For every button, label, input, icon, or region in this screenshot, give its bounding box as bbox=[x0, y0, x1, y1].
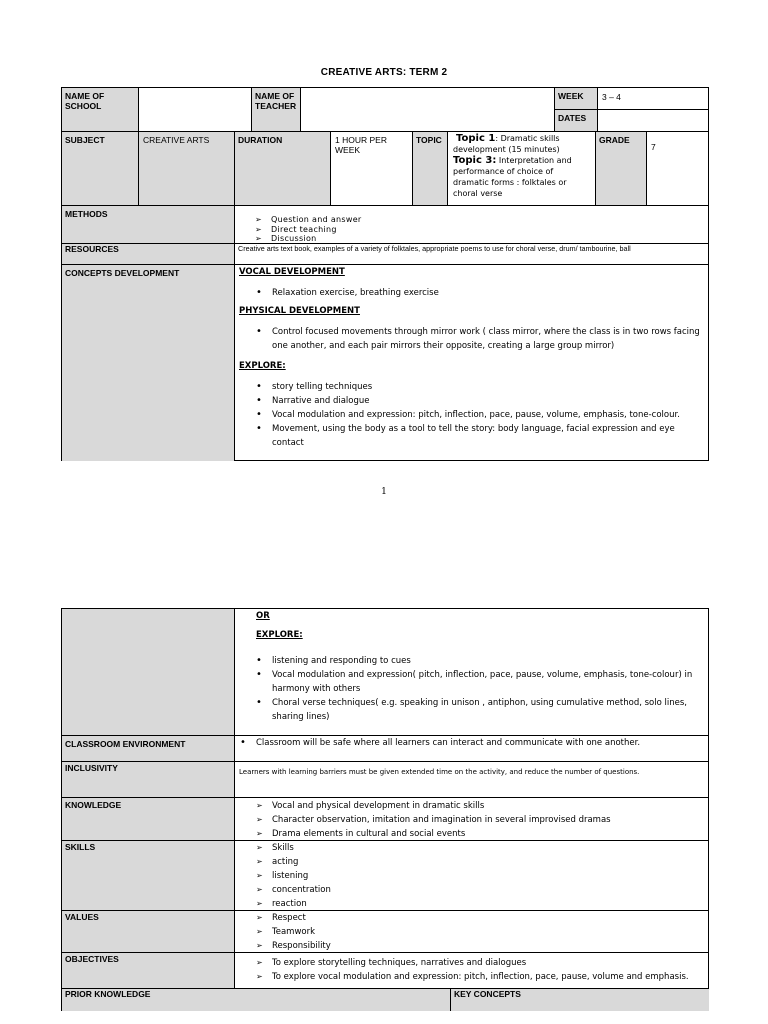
week-label: WEEK bbox=[558, 91, 584, 101]
physical-list bbox=[239, 325, 705, 353]
list-item: • Narrative and dialogue bbox=[239, 394, 705, 408]
concepts-content bbox=[239, 267, 705, 450]
topic3-text: Interpretation and performance of choice of dramatic forms : folktales or choral verse bbox=[453, 156, 572, 198]
list-item: ➢ concentration bbox=[256, 883, 331, 897]
methods-content-cell bbox=[235, 206, 709, 244]
resources-content-cell bbox=[235, 244, 709, 265]
list-item: • Vocal modulation and expression: pitch, inflection, pace, pause, volume, emphasis, tone-colour. bbox=[239, 408, 705, 422]
values-list bbox=[256, 911, 331, 953]
dates-label: DATES bbox=[558, 113, 587, 123]
physical-development-heading: PHYSICAL DEVELOPMENT bbox=[239, 306, 360, 316]
duration-value: 1 HOUR PER WEEK bbox=[335, 135, 387, 155]
resources-label-cell bbox=[62, 244, 235, 265]
list-item: ➢ acting bbox=[256, 855, 331, 869]
list-item: • Choral verse techniques( e.g. speaking in unison , antiphon, using cumulative method, solo lines, sharing lines) bbox=[239, 696, 705, 724]
topic-text bbox=[448, 132, 595, 199]
prior-knowledge-label: PRIOR KNOWLEDGE bbox=[65, 989, 151, 999]
list-item: ➢ Direct teaching bbox=[255, 225, 362, 235]
skills-label-cell bbox=[62, 841, 235, 911]
objectives-label: OBJECTIVES bbox=[65, 954, 119, 964]
continued-content bbox=[256, 611, 706, 640]
name-of-teacher-label: NAME OF TEACHER bbox=[255, 91, 297, 111]
week-value: 3 – 4 bbox=[602, 92, 621, 102]
skills-content-cell bbox=[235, 841, 709, 911]
list-item: • listening and responding to cues bbox=[239, 654, 705, 668]
subject-value: CREATIVE ARTS bbox=[143, 135, 210, 145]
classroom-environment-label-cell bbox=[62, 736, 235, 762]
list-item: ➢ Skills bbox=[256, 841, 331, 855]
skills-label: SKILLS bbox=[65, 842, 96, 852]
objectives-list bbox=[256, 956, 689, 984]
values-content-cell bbox=[235, 911, 709, 953]
dates-label-cell bbox=[555, 110, 598, 132]
list-item: ➢ Responsibility bbox=[256, 939, 331, 953]
grade-label: GRADE bbox=[599, 135, 630, 145]
inclusivity-label-cell bbox=[62, 762, 235, 798]
list-item: ➢ listening bbox=[256, 869, 331, 883]
knowledge-label-cell bbox=[62, 798, 235, 841]
explore-heading: EXPLORE: bbox=[239, 361, 286, 371]
duration-label-cell bbox=[235, 132, 331, 206]
topic-value-cell bbox=[448, 132, 596, 206]
list-item: • Control focused movements through mirror work ( class mirror, where the class is in two rows facing one another, and each pair mirrors their opposite, creating a large group mirror) bbox=[239, 325, 705, 353]
grade-value-cell bbox=[647, 132, 709, 206]
list-item: ➢ To explore vocal modulation and expression: pitch, inflection, pace, pause, volume and emphasis. bbox=[256, 970, 689, 984]
methods-label-cell bbox=[62, 206, 235, 244]
list-item: ➢ reaction bbox=[256, 897, 331, 911]
list-item: • Movement, using the body as a tool to tell the story: body language, facial expression and eye contact bbox=[239, 422, 705, 450]
list-item: • story telling techniques bbox=[239, 380, 705, 394]
key-concepts-label-cell bbox=[451, 989, 709, 1011]
methods-list bbox=[255, 215, 362, 244]
objectives-content-cell bbox=[235, 953, 709, 989]
topic1-label: Topic 1 bbox=[456, 133, 496, 144]
grade-value: 7 bbox=[651, 142, 656, 152]
concepts-label-cell bbox=[62, 265, 235, 461]
list-item: ➢ Discussion bbox=[255, 234, 362, 244]
continued-label-cell bbox=[62, 609, 235, 736]
topic-label: TOPIC bbox=[416, 135, 442, 145]
key-concepts-label: KEY CONCEPTS bbox=[454, 989, 521, 999]
duration-label: DURATION bbox=[238, 135, 283, 145]
name-of-school-label-cell bbox=[62, 88, 139, 132]
vocal-development-heading: VOCAL DEVELOPMENT bbox=[239, 267, 345, 277]
resources-text: Creative arts text book, examples of a variety of folktales, appropriate poems to use for choral verse, drum/ tambourine, ball bbox=[238, 244, 631, 253]
classroom-environment-list bbox=[235, 736, 703, 750]
classroom-environment-content-cell bbox=[235, 736, 709, 762]
list-item: ➢ Drama elements in cultural and social events bbox=[256, 827, 611, 841]
name-of-school-label: NAME OF SCHOOL bbox=[65, 91, 105, 111]
list-item: ➢ Character observation, imitation and imagination in several improvised dramas bbox=[256, 813, 611, 827]
week-label-cell bbox=[555, 88, 598, 110]
explore-list bbox=[239, 380, 705, 450]
topic1-text: : Dramatic skills development (15 minutes) bbox=[453, 134, 560, 154]
list-item: • Relaxation exercise, breathing exercise bbox=[239, 286, 705, 300]
prior-knowledge-label-cell bbox=[62, 989, 451, 1011]
values-label: VALUES bbox=[65, 912, 99, 922]
topic-label-cell bbox=[413, 132, 448, 206]
resources-label: RESOURCES bbox=[65, 244, 119, 254]
values-label-cell bbox=[62, 911, 235, 953]
topic3-label: Topic 3: bbox=[453, 155, 497, 166]
document-title: CREATIVE ARTS: TERM 2 bbox=[320, 67, 448, 78]
list-item: ➢ Respect bbox=[256, 911, 331, 925]
subject-label-cell bbox=[62, 132, 139, 206]
vocal-list bbox=[239, 286, 705, 300]
or-label: OR bbox=[256, 611, 270, 621]
knowledge-content-cell bbox=[235, 798, 709, 841]
knowledge-list bbox=[256, 799, 611, 841]
continued-content-cell bbox=[235, 609, 709, 736]
inclusivity-label: INCLUSIVITY bbox=[65, 763, 118, 773]
name-of-teacher-field[interactable] bbox=[301, 88, 555, 132]
lesson-plan-table-page2 bbox=[61, 608, 709, 1011]
duration-value-cell bbox=[331, 132, 413, 206]
lesson-plan-table-page1 bbox=[61, 87, 709, 461]
dates-field[interactable] bbox=[598, 110, 709, 132]
subject-label: SUBJECT bbox=[65, 135, 105, 145]
list-item: ➢ Vocal and physical development in dramatic skills bbox=[256, 799, 611, 813]
inclusivity-text: Learners with learning barriers must be given extended time on the activity, and reduce the number of questions. bbox=[239, 768, 640, 776]
inclusivity-content-cell bbox=[235, 762, 709, 798]
methods-label: METHODS bbox=[65, 209, 108, 219]
objectives-label-cell bbox=[62, 953, 235, 989]
explore-list-2 bbox=[239, 654, 705, 724]
classroom-environment-label: CLASSROOM ENVIRONMENT bbox=[65, 739, 186, 749]
explore-heading-2: EXPLORE: bbox=[256, 630, 303, 640]
page-number: 1 bbox=[381, 487, 387, 497]
skills-list bbox=[256, 841, 331, 911]
concepts-label: CONCEPTS DEVELOPMENT bbox=[65, 268, 180, 278]
list-item: ➢ To explore storytelling techniques, narratives and dialogues bbox=[256, 956, 689, 970]
name-of-school-field[interactable] bbox=[139, 88, 252, 132]
list-item: ➢ Question and answer bbox=[255, 215, 362, 225]
name-of-teacher-label-cell bbox=[252, 88, 301, 132]
knowledge-label: KNOWLEDGE bbox=[65, 800, 122, 810]
grade-label-cell bbox=[596, 132, 647, 206]
list-item: • Vocal modulation and expression( pitch, inflection, pace, pause, volume, emphasis, tone-colour) in harmony with others bbox=[239, 668, 705, 696]
subject-value-cell bbox=[139, 132, 235, 206]
list-item: • Classroom will be safe where all learners can interact and communicate with one another. bbox=[235, 736, 703, 750]
week-field[interactable] bbox=[598, 88, 709, 110]
concepts-content-cell bbox=[235, 265, 709, 461]
list-item: ➢ Teamwork bbox=[256, 925, 331, 939]
